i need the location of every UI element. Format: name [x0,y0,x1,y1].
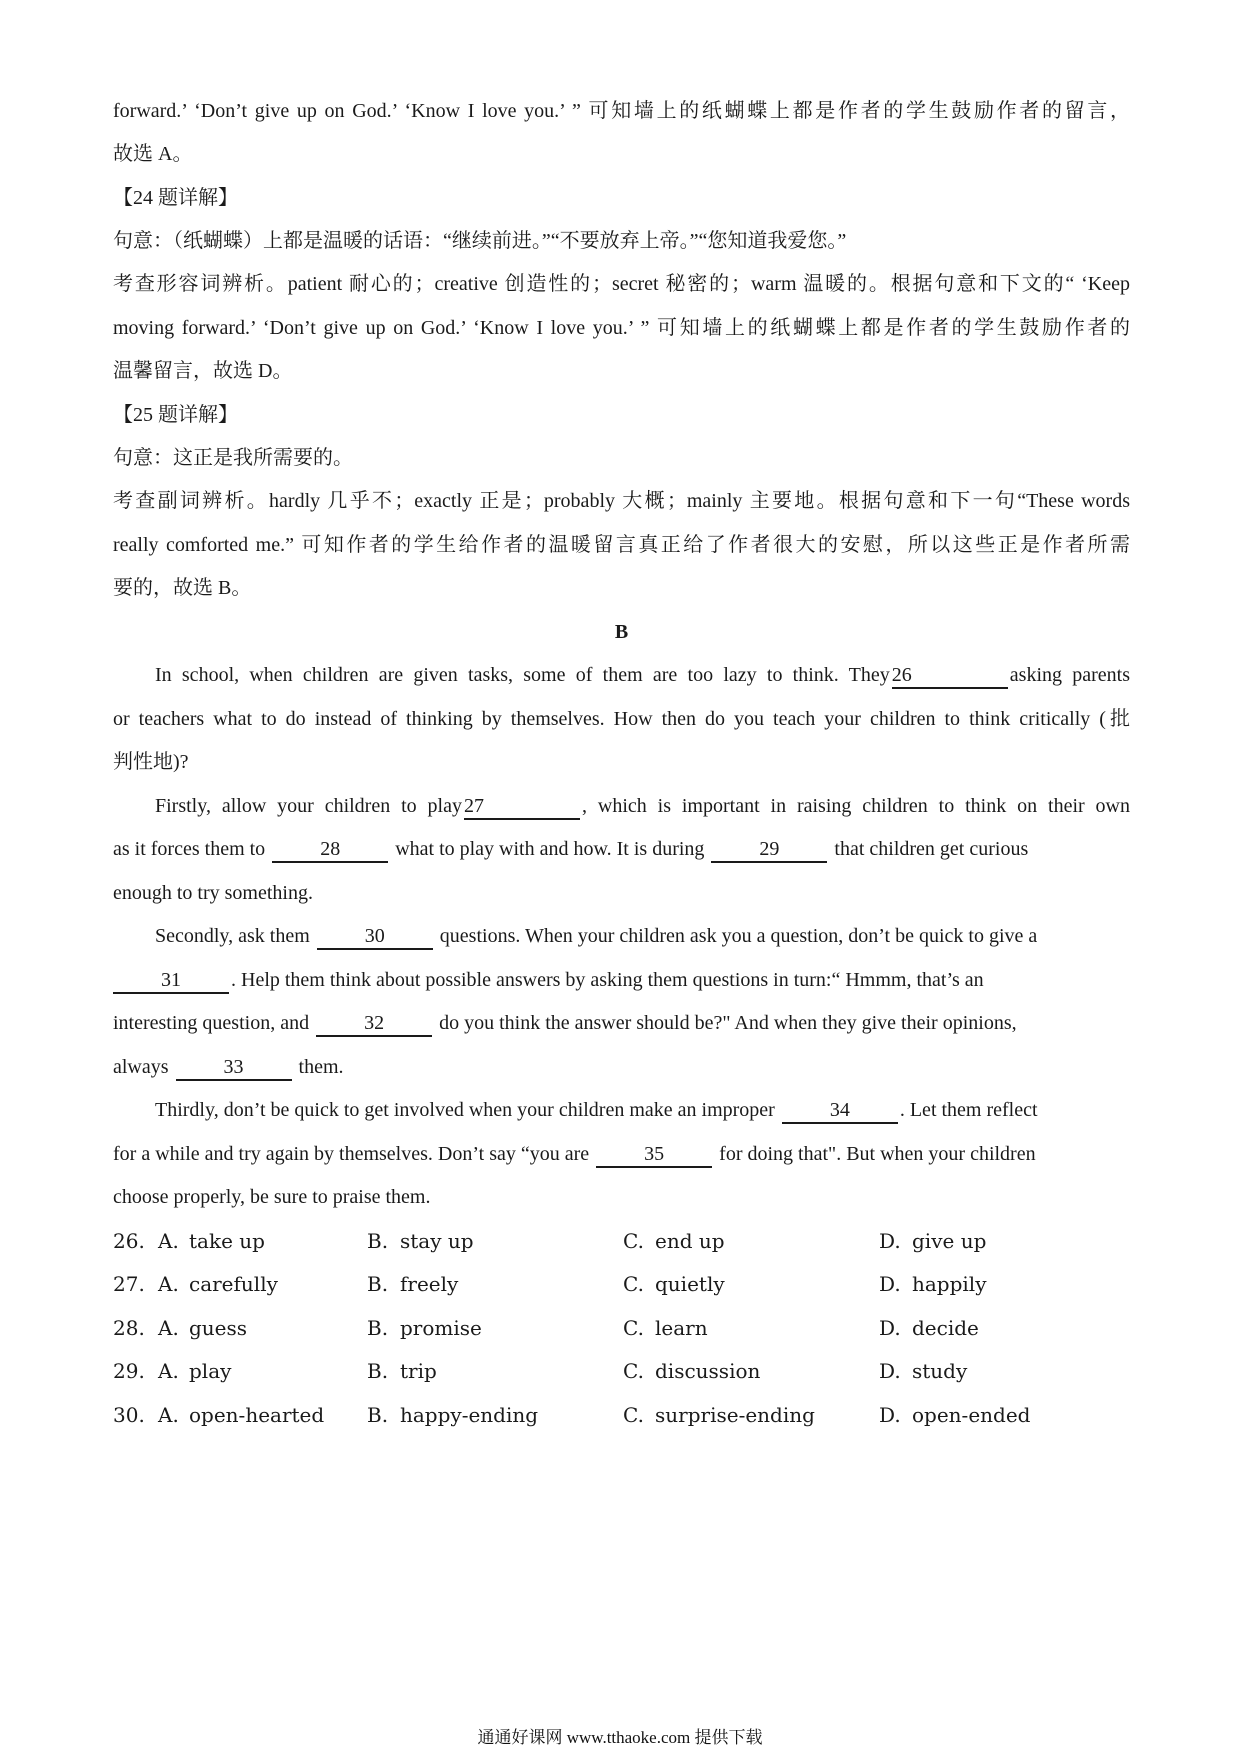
option-row-26 [113,1226,1130,1256]
option-letter: C. [623,1229,644,1253]
option-row-28 [113,1313,1130,1343]
option-text: surprise-ending [655,1403,815,1427]
passage-line: or teachers what to do instead of thinking by themselves. How then do you teach your children to think critically (批 [113,708,1130,730]
option-letter: C. [623,1316,644,1340]
blank-30: 30 [317,924,433,950]
q24-meaning: 句意：（纸蝴蝶）上都是温暖的话语：“继续前进。”“不要放弃上帝。”“您知道我爱您。” [113,230,847,252]
passage-text: for doing that". But when your children [719,1143,1036,1165]
passage-text: . Help them think about possible answers by asking them questions in turn:“ Hmmm, that’s an [231,969,984,991]
blank-28: 28 [272,837,388,863]
option-letter: D. [879,1316,901,1340]
passage-text: . Let them reflect [899,1099,1038,1121]
option-text: trip [400,1359,437,1383]
page-footer: 通通好课网 www.tthaoke.com 提供下载 [477,1728,763,1747]
passage-line [113,1008,1130,1038]
option-text: promise [400,1316,482,1340]
passage-text: for a while and try again by themselves. Don’t say “you are [113,1143,590,1165]
option-text: study [912,1359,968,1383]
option-text: happily [912,1272,987,1296]
question-number: 26. [113,1229,145,1253]
option-letter: B. [367,1229,389,1253]
q24-analysis: 考查形容词辨析。patient 耐心的；creative 创造性的；secret 秘密的；warm 温暖的。根据句意和下文的“ ‘Keep [113,273,1130,295]
option-letter: D. [879,1403,901,1427]
explanation-line: forward.’ ‘Don’t give up on God.’ ‘Know I love you.’ ” 可知墙上的纸蝴蝶上都是作者的学生鼓励作者的留言， [113,100,1130,122]
blank-31: 31 [113,968,229,994]
option-row-30 [113,1400,1130,1430]
passage-text: Thirdly, don’t be quick to get involved when your children make an improper [155,1099,775,1121]
q24-header: 【24 题详解】 [113,187,238,209]
option-text: end up [655,1229,725,1253]
passage-text: that children get curious [834,838,1029,860]
blank-33: 33 [176,1055,292,1081]
passage-line: enough to try something. [113,882,313,904]
section-title: B [614,621,629,643]
question-number: 28. [113,1316,145,1340]
question-number: 27. [113,1272,145,1296]
option-text: open-ended [912,1403,1031,1427]
blank-32: 32 [316,1011,432,1037]
passage-line: 判性地)? [113,751,189,773]
option-text: freely [400,1272,459,1296]
passage-text: as it forces them to [113,838,266,860]
passage-line [113,1139,1130,1169]
option-text: give up [912,1229,987,1253]
explanation-line: 故选 A。 [113,143,193,165]
passage-text: always [113,1056,169,1078]
option-letter: A. [158,1272,179,1296]
option-letter: A. [158,1359,179,1383]
q25-header: 【25 题详解】 [113,404,238,426]
passage-text: what to play with and how. It is during [395,838,705,860]
option-letter: C. [623,1272,644,1296]
passage-text: do you think the answer should be?" And when they give their opinions, [439,1012,1017,1034]
passage-line [113,791,1130,821]
passage-text: asking parents [1009,664,1130,686]
q25-meaning: 句意：这正是我所需要的。 [113,447,353,469]
option-row-27 [113,1269,1130,1299]
option-text: guess [189,1316,248,1340]
option-letter: B. [367,1272,389,1296]
q24-analysis: 温馨留言，故选 D。 [113,360,293,382]
passage-line: choose properly, be sure to praise them. [113,1186,431,1208]
option-letter: C. [623,1359,644,1383]
option-text: quietly [655,1272,725,1296]
option-letter: A. [158,1229,179,1253]
option-letter: D. [879,1359,901,1383]
option-letter: B. [367,1359,389,1383]
passage-line [113,1095,1130,1125]
blank-27: 27 [464,794,580,820]
option-text: happy-ending [400,1403,539,1427]
option-text: open-hearted [189,1403,325,1427]
blank-34: 34 [782,1098,898,1124]
passage-line [113,965,1130,995]
blank-35: 35 [596,1142,712,1168]
option-letter: A. [158,1403,179,1427]
q25-analysis: 要的，故选 B。 [113,577,252,599]
passage-text: them. [298,1056,344,1078]
passage-text: In school, when children are given tasks, some of them are too lazy to think. They [155,664,890,686]
option-text: decide [912,1316,979,1340]
option-text: carefully [189,1272,278,1296]
option-letter: D. [879,1229,901,1253]
passage-line [113,1052,1130,1082]
passage-text: Firstly, allow your children to play [155,795,462,817]
question-number: 30. [113,1403,145,1427]
option-row-29 [113,1356,1130,1386]
option-text: play [189,1359,232,1383]
q25-analysis: 考查副词辨析。hardly 几乎不；exactly 正是；probably 大概；mainly 主要地。根据句意和下一句“These words [113,490,1130,512]
question-number: 29. [113,1359,145,1383]
passage-line [113,660,1130,690]
q25-analysis: really comforted me.” 可知作者的学生给作者的温暖留言真正给了作者很大的安慰，所以这些正是作者所需 [113,534,1130,556]
passage-text: questions. When your children ask you a question, don’t be quick to give a [439,925,1038,947]
option-text: discussion [655,1359,761,1383]
blank-29: 29 [711,837,827,863]
passage-text: , which is important in raising children to think on their own [581,795,1130,817]
passage-line [113,834,1130,864]
option-letter: A. [158,1316,179,1340]
passage-line [113,921,1130,951]
blank-26: 26 [892,663,1008,689]
q24-analysis: moving forward.’ ‘Don’t give up on God.’ ‘Know I love you.’ ” 可知墙上的纸蝴蝶上都是作者的学生鼓励作者的 [113,317,1130,339]
passage-text: Secondly, ask them [155,925,310,947]
option-letter: D. [879,1272,901,1296]
option-letter: B. [367,1316,389,1340]
option-letter: C. [623,1403,644,1427]
option-letter: B. [367,1403,389,1427]
option-text: take up [189,1229,265,1253]
passage-text: interesting question, and [113,1012,310,1034]
option-text: learn [655,1316,708,1340]
option-text: stay up [400,1229,474,1253]
